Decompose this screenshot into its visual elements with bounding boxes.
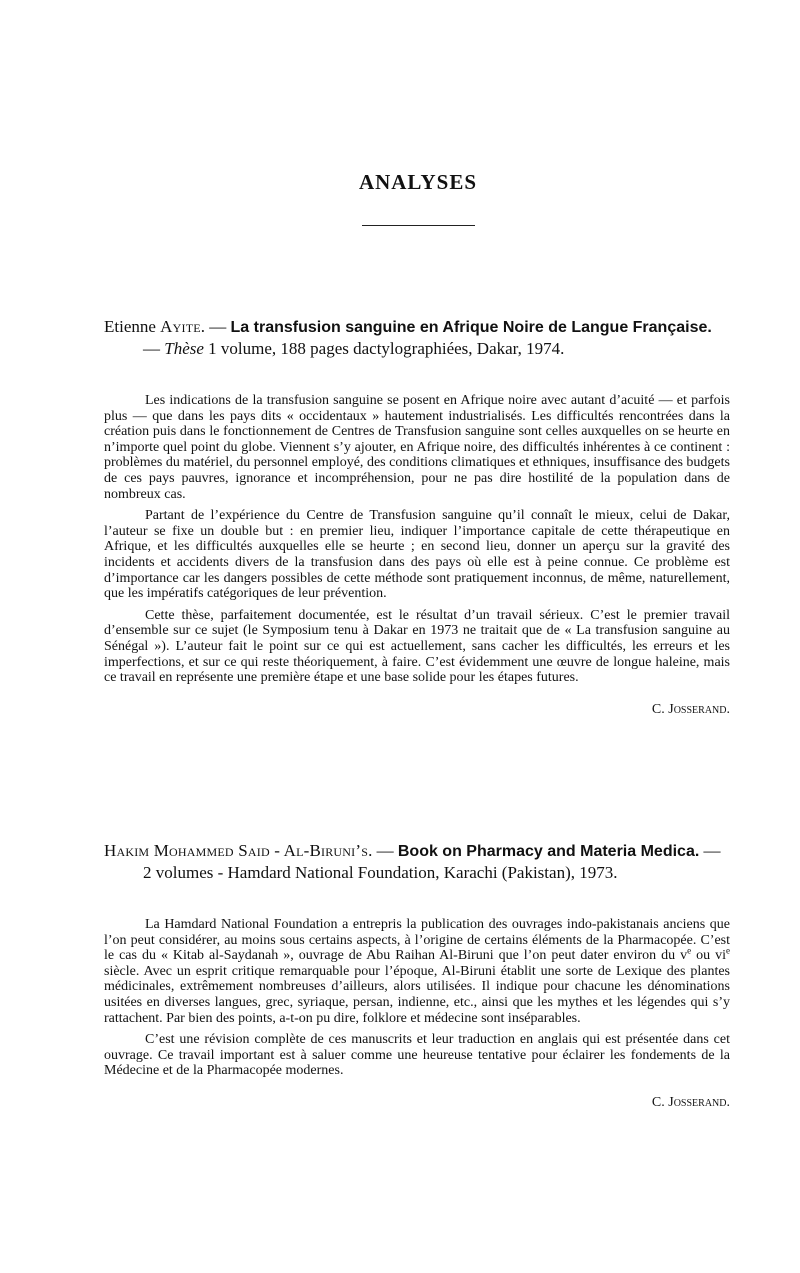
publication-details: 1 volume, 188 pages dactylographiées, Dakar, 1974. bbox=[203, 339, 565, 358]
review-al-biruni bbox=[104, 840, 730, 1111]
review-body bbox=[104, 393, 730, 686]
heading-dash: — bbox=[143, 339, 165, 358]
review-ayite bbox=[104, 316, 730, 718]
author-first-name: Etienne bbox=[104, 317, 156, 336]
superscript: e bbox=[726, 945, 731, 956]
page-title: ANALYSES bbox=[358, 170, 478, 194]
review-body bbox=[104, 917, 730, 1079]
reviewer-name: Josserand. bbox=[668, 701, 730, 717]
heading-dash: — bbox=[699, 841, 721, 860]
author-last-name: Ayite bbox=[160, 317, 201, 336]
reviewer-name: Josserand. bbox=[668, 1094, 730, 1110]
review-paragraph: Cette thèse, parfaitement documentée, est le résultat d’un travail sérieux. C’est le premier travail d’ensemble sur ce sujet (le Symposium tenu à Dakar en 1973 ne traitait que de « La transfusion sanguine au Sénégal »). L’auteur fait le point sur ce qui est actuellement, sans cacher les difficultés, les erreurs et les imperfections, et sur ce qui reste théoriquement, à faire. C’est évidemment une œuvre de longue haleine, mais ce travail en représente une première étape et une base solide pour les étapes futures. bbox=[104, 607, 730, 686]
heading-dash: . — bbox=[200, 317, 231, 336]
review-paragraph: Partant de l’expérience du Centre de Transfusion sanguine qu’il connaît le mieux, celui de Dakar, l’auteur se fixe un double but : en premier lieu, indiquer l’importance capitale de cette thérapeutique en Afrique, et les difficultés auxquelles elle se heurte ; en second lieu, donner un aperçu sur la gravité des incidents et accidents divers de la transfusion dans des pays où elle est à peine connue. Ce problème est d’importance car les dangers possibles de cette méthode sont pratiquement inconnus, de même, naturellement, que les impératifs catégoriques de leur prévention. bbox=[104, 508, 730, 602]
reviewer-signature bbox=[104, 1095, 730, 1111]
paragraph-text: siècle. Avec un esprit critique remarquable pour l’époque, Al-Biruni établit une sorte de Lexique des plantes médicinales, extrêmement nombreuses d’ailleurs, alors utilisées. Il indique pour chacune les dénominations usitées en diverses langues, grec, syriaque, persan, indienne, etc., ainsi que les mythes et les légendes qui s’y rattachent. Par bien des points, a-t-on pu dire, folklore et médecine sont inséparables. bbox=[104, 963, 730, 1026]
book-title: La transfusion sanguine en Afrique Noire de Langue Française. bbox=[230, 319, 712, 336]
publication-details: 2 volumes - Hamdard National Foundation, Karachi (Pakistan), 1973. bbox=[143, 863, 618, 882]
review-paragraph: C’est une révision complète de ces manuscrits et leur traduction en anglais qui est présentée dans cet ouvrage. Ce travail important est à saluer comme une heureuse tentative pour éclairer les fondements de la Médecine et de la Pharmacopée modernes. bbox=[104, 1032, 730, 1079]
paragraph-text: ou vi bbox=[691, 948, 727, 964]
review-paragraph: Les indications de la transfusion sanguine se posent en Afrique noire avec autant d’acuité — et parfois plus — que dans les pays dits « occidentaux » hautement industrialisés. Les difficultés rencontrées dans la création puis dans le fonctionnement de Centres de Transfusion sanguine sont celles auxquelles on se heurte en n’importe quel point du globe. Viennent s’y ajouter, en Afrique noire, des difficultés inhérentes à ce continent : problèmes du matériel, du personnel employé, des conditions climatiques et ethniques, insuffisance des budgets de ces pays pauvres, ignorance et incompréhension, pour ne pas dire hostilité de la population dans de nombreux cas. bbox=[104, 393, 730, 502]
paragraph-text: La Hamdard National Foundation a entrepris la publication des ouvrages indo-pakistanais anciens que l’on peut considérer, au moins sous certains aspects, à l’origine de certains éléments de la Pharmacopée. C’est le cas du « Kitab al-Saydanah », ouvrage de Abu Raihan Al-Biruni que l’on peut dater environ du v bbox=[104, 917, 730, 964]
book-title: Book on Pharmacy and Materia Medica. bbox=[397, 843, 700, 860]
author-name: Hakim Mohammed Said - Al-Biruni’s bbox=[104, 841, 369, 860]
heading-dash: . — bbox=[368, 841, 398, 860]
review-heading bbox=[104, 316, 730, 359]
reviewer-signature bbox=[104, 702, 730, 718]
superscript: e bbox=[687, 945, 692, 956]
reviewer-initial: C. bbox=[651, 1094, 665, 1110]
title-rule bbox=[362, 225, 475, 226]
review-heading bbox=[104, 840, 730, 883]
work-type: Thèse bbox=[164, 339, 204, 358]
review-paragraph bbox=[104, 917, 730, 1026]
reviewer-initial: C. bbox=[651, 701, 665, 717]
